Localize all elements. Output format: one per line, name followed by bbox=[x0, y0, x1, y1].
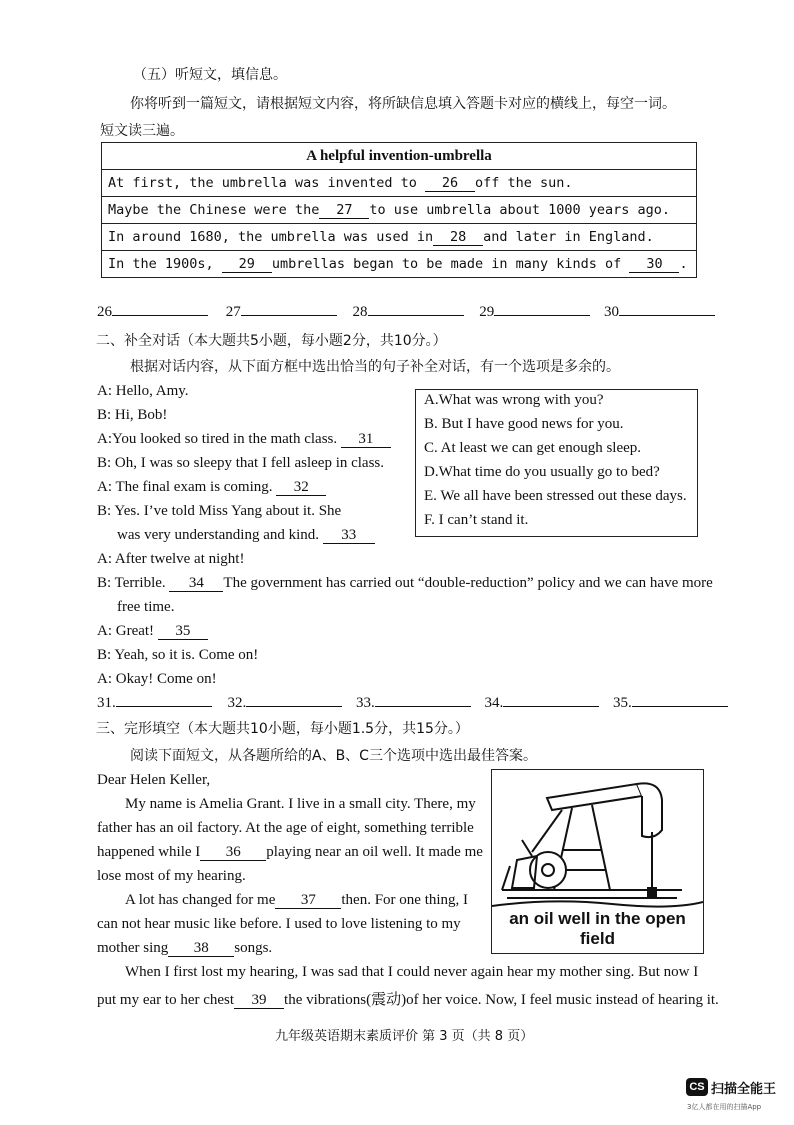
option-b: B. But I have good news for you. bbox=[424, 416, 624, 432]
dialogue-line: B: Oh, I was so sleepy that I fell asleep in class. bbox=[97, 455, 385, 471]
dialogue-line bbox=[117, 527, 375, 544]
answer-blank-28: 28 bbox=[433, 230, 483, 246]
letter-text: the vibrations(震动)of her voice. Now, I feel music instead of hearing it. bbox=[284, 992, 719, 1008]
dialogue-line: B: Hi, Bob! bbox=[97, 407, 168, 423]
option-d: D.What time do you usually go to bed? bbox=[424, 464, 660, 480]
dialogue-text: The government has carried out “double-reduction” policy and we can have more bbox=[223, 575, 713, 591]
dialogue-line bbox=[97, 479, 326, 496]
dialogue-text: A: The final exam is coming. bbox=[97, 479, 273, 495]
row-text: In around 1680, the umbrella was used in bbox=[108, 228, 434, 245]
answer-number: 27 bbox=[225, 304, 241, 320]
letter-line: When I first lost my hearing, I was sad that I could never again hear my mother sing. But now I bbox=[125, 964, 699, 980]
dialogue-line bbox=[97, 431, 391, 448]
letter-line: father has an oil factory. At the age of eight, something terrible bbox=[97, 820, 474, 836]
answer-field[interactable] bbox=[368, 315, 464, 316]
cloze-blank-37: 37 bbox=[275, 893, 341, 909]
answer-field[interactable] bbox=[241, 315, 337, 316]
section5-instruction-1: 你将听到一篇短文，请根据短文内容，将所缺信息填入答题卡对应的横线上，每空一词。 bbox=[130, 96, 676, 112]
section5-instruction-2: 短文读三遍。 bbox=[100, 123, 184, 139]
row-text: to use umbrella about 1000 years ago. bbox=[369, 201, 671, 218]
answer-field[interactable] bbox=[494, 315, 590, 316]
answer-field[interactable] bbox=[246, 706, 342, 707]
answer-number: 33. bbox=[356, 695, 375, 711]
dialogue-blank-34: 34 bbox=[169, 576, 223, 592]
answer-blank-26: 26 bbox=[425, 176, 475, 192]
letter-salutation: Dear Helen Keller, bbox=[97, 772, 211, 788]
letter-line bbox=[97, 940, 272, 957]
row-text: Maybe the Chinese were the bbox=[108, 201, 320, 218]
dialogue-line bbox=[97, 623, 208, 640]
letter-line bbox=[97, 844, 483, 861]
row-text: At first, the umbrella was invented to bbox=[108, 174, 417, 191]
answer-field[interactable] bbox=[116, 706, 212, 707]
oil-well-figure bbox=[491, 769, 704, 954]
letter-line: My name is Amelia Grant. I live in a small city. There, my bbox=[125, 796, 476, 812]
dialogue-text: A: Great! bbox=[97, 623, 155, 639]
dialogue-blank-32: 32 bbox=[276, 480, 326, 496]
cloze-blank-38: 38 bbox=[168, 941, 234, 957]
answer-blank-29: 29 bbox=[222, 257, 272, 273]
dialogue-line bbox=[97, 575, 713, 592]
answer-blank-30: 30 bbox=[629, 257, 679, 273]
letter-line: lose most of my hearing. bbox=[97, 868, 246, 884]
dialogue-blank-33: 33 bbox=[323, 528, 375, 544]
letter-text: happened while I bbox=[97, 844, 201, 860]
option-a: A.What was wrong with you? bbox=[424, 392, 604, 408]
answer-field[interactable] bbox=[112, 315, 208, 316]
answer-number: 35. bbox=[613, 695, 632, 711]
dialogue-line: A: After twelve at night! bbox=[97, 551, 245, 567]
cloze-blank-39: 39 bbox=[234, 993, 284, 1009]
letter-text: put my ear to her chest bbox=[97, 992, 235, 1008]
cloze-section-title: 三、完形填空（本大题共10小题，每小题1.5分，共15分。） bbox=[96, 721, 469, 737]
dialogue-instruction: 根据对话内容，从下面方框中选出恰当的句子补全对话，有一个选项是多余的。 bbox=[130, 359, 620, 375]
dialogue-text: A:You looked so tired in the math class. bbox=[97, 431, 338, 447]
answer-number: 28 bbox=[352, 304, 368, 320]
answer-number: 26 bbox=[97, 304, 112, 320]
information-table bbox=[101, 142, 697, 278]
letter-text: songs. bbox=[234, 940, 273, 956]
answer-line-26-30 bbox=[97, 304, 715, 321]
letter-line bbox=[97, 988, 719, 1009]
options-box bbox=[415, 389, 698, 537]
letter-line: can not hear music like before. I used to love listening to my bbox=[97, 916, 461, 932]
row-text: . bbox=[679, 255, 688, 272]
letter-line bbox=[125, 892, 468, 909]
answer-line-31-35 bbox=[97, 695, 728, 712]
page-footer: 九年级英语期末素质评价 第 3 页（共 8 页） bbox=[275, 1029, 534, 1044]
letter-text: playing near an oil well. It made me bbox=[266, 844, 483, 860]
figure-caption: an oil well in the open field bbox=[509, 909, 686, 948]
dialogue-line: A: Okay! Come on! bbox=[97, 671, 217, 687]
dialogue-line: A: Hello, Amy. bbox=[97, 383, 189, 399]
option-f: F. I can’t stand it. bbox=[424, 512, 529, 528]
answer-field[interactable] bbox=[619, 315, 715, 316]
option-e: E. We all have been stressed out these days. bbox=[424, 488, 687, 504]
row-text: In the 1900s, bbox=[108, 255, 214, 272]
table-row bbox=[102, 197, 697, 224]
table-row bbox=[102, 224, 697, 251]
answer-field[interactable] bbox=[375, 706, 471, 707]
dialogue-line: B: Yes. I’ve told Miss Yang about it. She bbox=[97, 503, 342, 519]
dialogue-section-title: 二、补全对话（本大题共5小题，每小题2分，共10分。） bbox=[96, 333, 447, 349]
row-text: off the sun. bbox=[475, 174, 573, 191]
letter-text: mother sing bbox=[97, 940, 169, 956]
answer-number: 30 bbox=[604, 304, 619, 320]
answer-number: 34. bbox=[484, 695, 504, 711]
letter-text: then. For one thing, I bbox=[341, 892, 469, 908]
section5-title: （五）听短文，填信息。 bbox=[133, 67, 287, 83]
dialogue-blank-31: 31 bbox=[341, 432, 391, 448]
answer-field[interactable] bbox=[503, 706, 599, 707]
answer-number: 31. bbox=[97, 695, 116, 711]
row-text: umbrellas began to be made in many kinds of bbox=[271, 255, 622, 272]
scanner-logo-icon: CS bbox=[686, 1078, 708, 1096]
dialogue-line: free time. bbox=[117, 599, 175, 615]
dialogue-text: was very understanding and kind. bbox=[117, 527, 320, 543]
row-text: and later in England. bbox=[483, 228, 654, 245]
table-row bbox=[102, 251, 697, 278]
scanner-app-name: 扫描全能王 bbox=[711, 1082, 777, 1097]
option-c: C. At least we can get enough sleep. bbox=[424, 440, 642, 456]
dialogue-text: B: Terrible. bbox=[97, 575, 166, 591]
cloze-instruction: 阅读下面短文，从各题所给的A、B、C三个选项中选出最佳答案。 bbox=[130, 748, 537, 764]
answer-field[interactable] bbox=[632, 706, 728, 707]
cloze-blank-36: 36 bbox=[200, 845, 266, 861]
dialogue-blank-35: 35 bbox=[158, 624, 208, 640]
oil-well-drawing bbox=[492, 770, 703, 920]
letter-text: A lot has changed for me bbox=[125, 892, 276, 908]
answer-number: 29 bbox=[479, 304, 495, 320]
table-row bbox=[102, 170, 697, 197]
answer-blank-27: 27 bbox=[319, 203, 369, 219]
scanner-app-tagline: 3亿人都在用的扫描App bbox=[687, 1103, 762, 1111]
dialogue-line: B: Yeah, so it is. Come on! bbox=[97, 647, 259, 663]
table-title: A helpful invention-umbrella bbox=[102, 143, 697, 170]
answer-number: 32. bbox=[227, 695, 247, 711]
